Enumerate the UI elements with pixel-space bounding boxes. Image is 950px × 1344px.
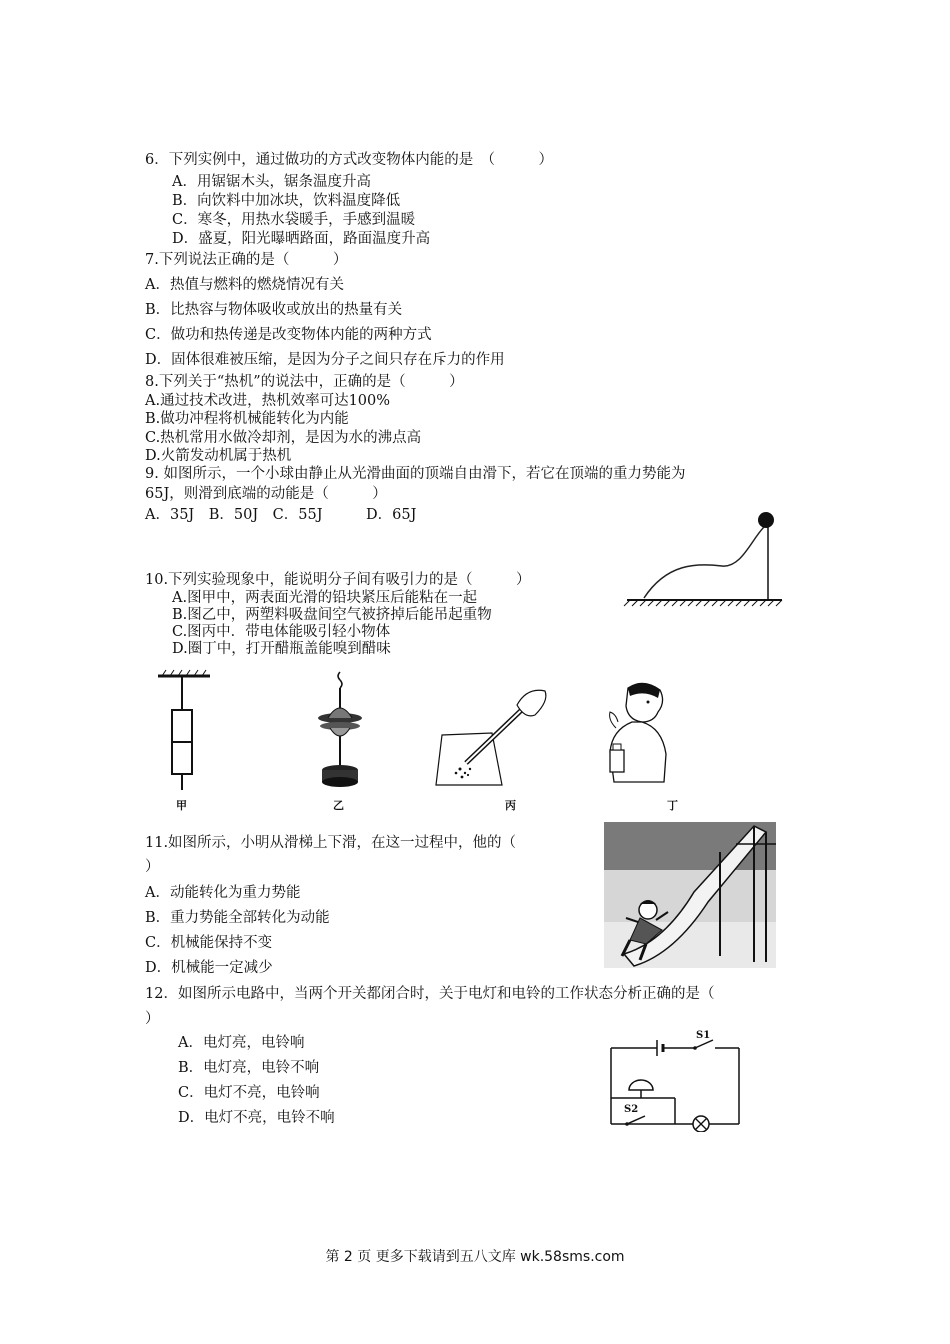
q8-option-c: C.热机常用水做冷却剂，是因为水的沸点高	[145, 430, 422, 446]
q9-curved-slope-figure	[622, 508, 792, 608]
caption-jia: 甲	[176, 799, 187, 812]
bell-icon	[629, 1080, 653, 1090]
q12-stem-line1: 12．如图所示电路中，当两个开关都闭合时，关于电灯和电铃的工作状态分析正确的是（	[145, 986, 715, 1002]
vinegar-smell-figure	[598, 678, 688, 796]
slide-figure	[604, 822, 776, 968]
q10-stem: 10.下列实验现象中，能说明分子间有吸引力的是（ ）	[145, 572, 531, 588]
q11-option-c: C．机械能保持不变	[145, 935, 273, 951]
q9-stem-line2: 65J，则滑到底端的动能是（ ）	[145, 486, 387, 502]
q10-option-b: B.图乙中，两塑料吸盘间空气被挤掉后能吊起重物	[172, 607, 492, 623]
q6-stem: 6．下列实例中，通过做功的方式改变物体内能的是 （ ）	[145, 152, 553, 168]
q10-option-a: A.图甲中，两表面光滑的铅块紧压后能粘在一起	[172, 590, 478, 606]
q7-option-a: A．热值与燃料的燃烧情况有关	[145, 277, 344, 293]
page-footer: 第 2 页 更多下载请到五八文库 wk.58sms.com	[325, 1249, 625, 1265]
suction-cups-figure	[310, 668, 370, 793]
caption-ding: 丁	[667, 799, 678, 812]
q6-option-a: A．用锯锯木头，锯条温度升高	[172, 174, 371, 190]
q6-option-d: D．盛夏，阳光曝晒路面，路面温度升高	[172, 231, 431, 247]
switch-s1-label: S1	[696, 1030, 711, 1041]
q6-option-b: B．向饮料中加冰块，饮料温度降低	[172, 193, 401, 209]
q12-option-d: D．电灯不亮，电铃不响	[178, 1110, 335, 1126]
q11-option-d: D．机械能一定减少	[145, 960, 273, 976]
switch-s2-label: S2	[624, 1104, 639, 1115]
q9-options: A．35J B．50J C．55J D．65J	[145, 507, 417, 523]
q10-option-c: C.图丙中．带电体能吸引轻小物体	[172, 624, 391, 640]
q11-option-a: A．动能转化为重力势能	[145, 885, 301, 901]
q8-option-b: B.做功冲程将机械能转化为内能	[145, 411, 349, 427]
lead-blocks-figure	[150, 668, 220, 798]
q9-stem-line1: 9. 如图所示，一个小球由静止从光滑曲面的顶端自由滑下，若它在顶端的重力势能为	[145, 466, 686, 482]
circuit-diagram	[605, 1032, 745, 1132]
q12-option-b: B．电灯亮，电铃不响	[178, 1060, 320, 1076]
curved-surface	[644, 526, 765, 598]
switch-s2-blade	[627, 1116, 645, 1124]
ball-icon	[758, 512, 774, 528]
q7-option-b: B．比热容与物体吸收或放出的热量有关	[145, 302, 403, 318]
caption-bing: 丙	[505, 799, 516, 812]
q7-stem: 7.下列说法正确的是（ ）	[145, 252, 348, 268]
q12-stem-line2: ）	[145, 1011, 160, 1027]
q8-stem: 8.下列关于“热机”的说法中，正确的是（ ）	[145, 374, 464, 390]
q7-option-d: D．固体很难被压缩，是因为分子之间只存在斥力的作用	[145, 352, 505, 368]
switch-s1-blade	[695, 1040, 713, 1048]
q12-option-a: A．电灯亮，电铃响	[178, 1035, 305, 1051]
q7-option-c: C．做功和热传递是改变物体内能的两种方式	[145, 327, 432, 343]
q8-option-d: D.火箭发动机属于热机	[145, 448, 292, 464]
q11-option-b: B．重力势能全部转化为动能	[145, 910, 330, 926]
q6-option-c: C．寒冬，用热水袋暖手，手感到温暖	[172, 212, 416, 228]
q8-option-a: A.通过技术改进，热机效率可达100%	[145, 393, 391, 409]
caption-yi: 乙	[333, 799, 344, 812]
q12-option-c: C．电灯不亮，电铃响	[178, 1085, 320, 1101]
q10-option-d: D.圈丁中，打开醋瓶盖能嗅到醋味	[172, 641, 391, 657]
q11-stem-line1: 11.如图所示，小明从滑梯上下滑，在这一过程中，他的（	[145, 835, 517, 851]
q11-stem-line2: ）	[145, 859, 160, 875]
charged-rod-figure	[432, 685, 552, 790]
